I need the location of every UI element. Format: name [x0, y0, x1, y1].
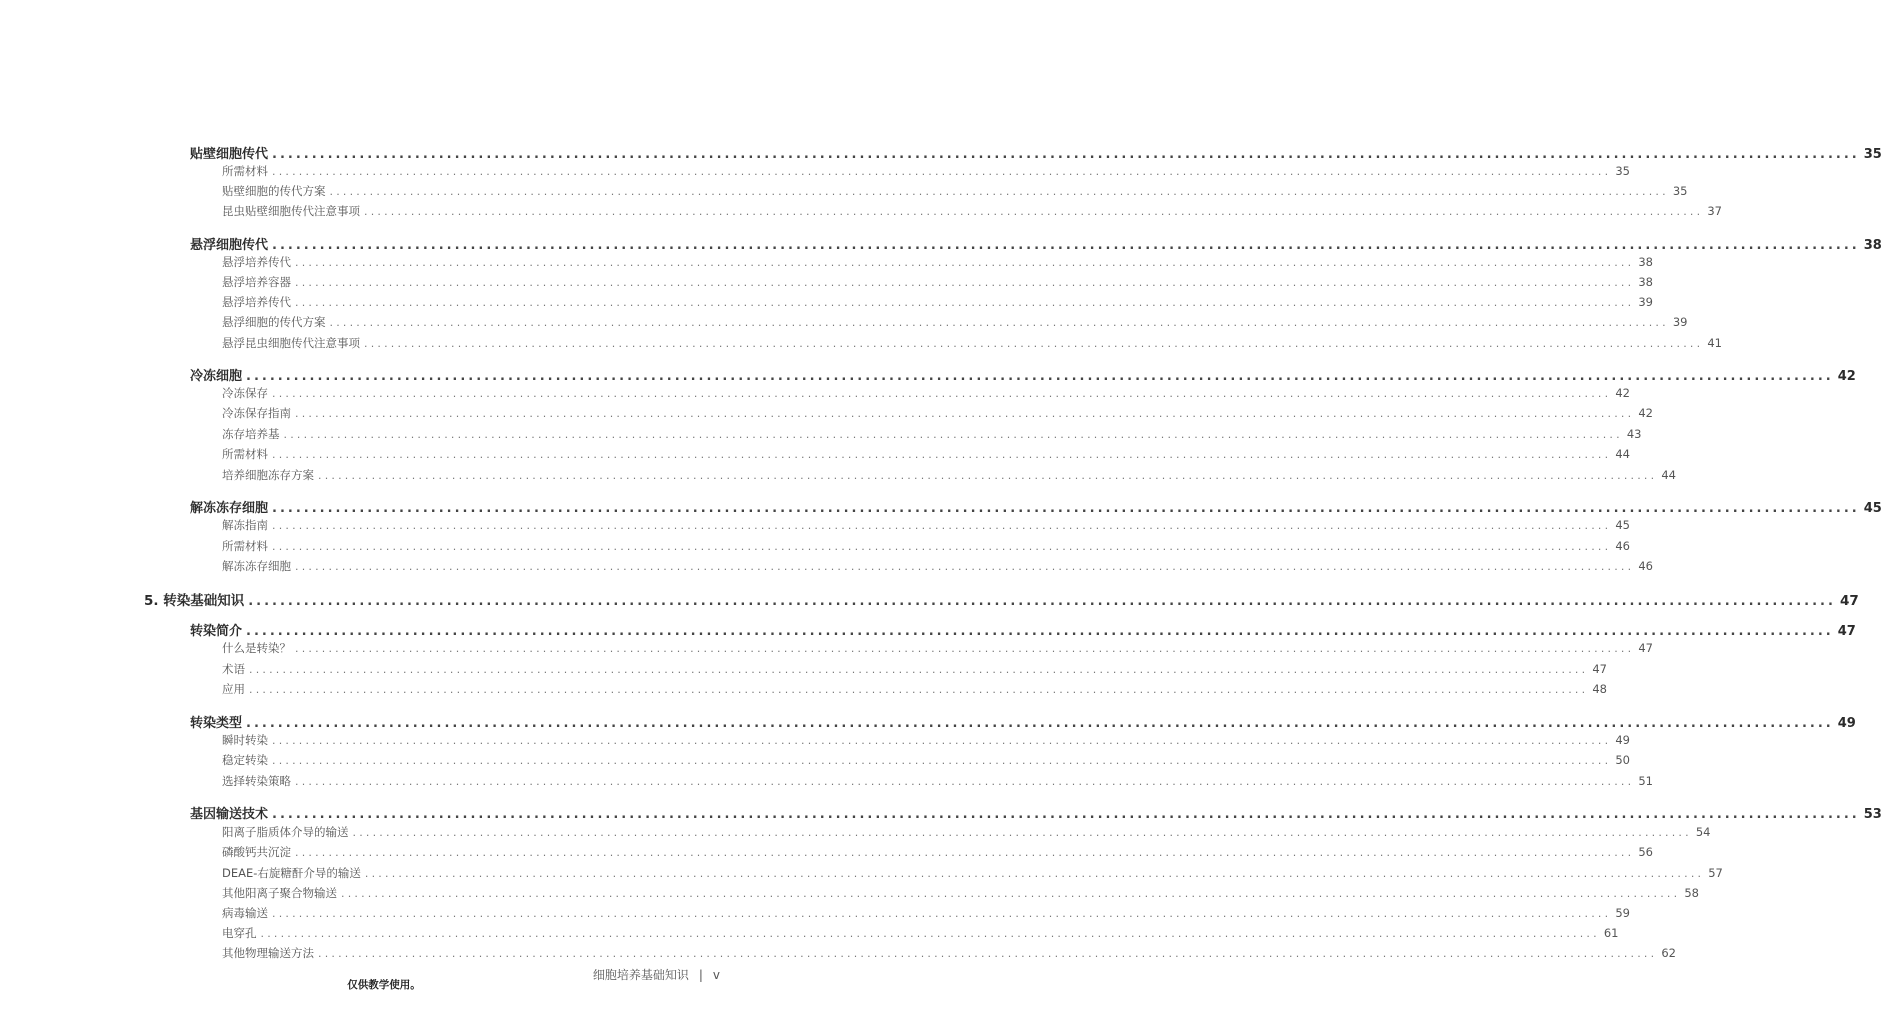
toc-subsection-title: 昆虫贴壁细胞传代注意事项 — [222, 204, 360, 218]
toc-page-number: 57 — [1708, 866, 1723, 880]
toc-subsection-title: 解冻指南 — [222, 518, 268, 532]
toc-subsection-entry[interactable] — [222, 885, 1699, 901]
toc-leader-dots: ........................................................................................................................................................................................................ — [272, 501, 1860, 516]
toc-leader-dots: ........................................................................................................................................................................................................ — [295, 642, 1635, 655]
toc-page-number: 47 — [1592, 662, 1607, 676]
toc-page-number: 53 — [1863, 807, 1882, 822]
toc-page-number: 38 — [1863, 238, 1882, 253]
toc-subsection-entry[interactable] — [222, 254, 1653, 270]
toc-page-number: 42 — [1837, 369, 1856, 384]
toc-page-number: 46 — [1638, 559, 1653, 573]
toc-section-entry[interactable] — [190, 234, 1882, 253]
toc-chapter-title: 5. 转染基础知识 — [144, 593, 245, 609]
toc-leader-dots: ........................................................................................................................................................................................................ — [272, 754, 1612, 767]
toc-leader-dots: ........................................................................................................................................................................................................ — [283, 428, 1623, 441]
toc-subsection-title: 电穿孔 — [222, 926, 257, 940]
toc-section-title: 冷冻细胞 — [190, 369, 243, 384]
toc-subsection-title: 解冻冻存细胞 — [222, 559, 291, 573]
toc-leader-dots: ........................................................................................................................................................................................................ — [329, 316, 1669, 329]
toc-leader-dots: ........................................................................................................................................................................................................ — [260, 927, 1600, 940]
toc-subsection-title: 术语 — [222, 662, 245, 676]
toc-subsection-entry[interactable] — [222, 661, 1607, 677]
toc-section-entry[interactable] — [190, 803, 1882, 822]
toc-page-number: 43 — [1626, 427, 1642, 441]
toc-subsection-title: 悬浮昆虫细胞传代注意事项 — [222, 336, 360, 350]
toc-leader-dots: ........................................................................................................................................................................................................ — [318, 947, 1658, 960]
toc-leader-dots: ........................................................................................................................................................................................................ — [329, 185, 1669, 198]
toc-page-number: 59 — [1615, 906, 1630, 920]
toc-subsection-title: 病毒输送 — [222, 906, 268, 920]
toc-page-number: 48 — [1592, 682, 1607, 696]
toc-page-number: 54 — [1695, 825, 1711, 839]
toc-page-number: 39 — [1672, 315, 1688, 329]
toc-subsection-entry[interactable] — [222, 426, 1642, 442]
toc-subsection-entry[interactable] — [222, 517, 1630, 533]
toc-leader-dots: ........................................................................................................................................................................................................ — [295, 296, 1635, 309]
toc-subsection-entry[interactable] — [222, 467, 1676, 483]
toc-subsection-entry[interactable] — [222, 385, 1630, 401]
toc-subsection-title: 所需材料 — [222, 447, 268, 461]
toc-subsection-entry[interactable] — [222, 274, 1653, 290]
toc-subsection-title: 冻存培养基 — [222, 427, 280, 441]
toc-page-number: 49 — [1615, 733, 1630, 747]
toc-leader-dots: ........................................................................................................................................................................................................ — [272, 387, 1612, 400]
toc-page-number: 44 — [1615, 447, 1630, 461]
toc-page-number: 44 — [1661, 468, 1676, 482]
toc-leader-dots: ........................................................................................................................................................................................................ — [364, 205, 1704, 218]
toc-subsection-entry[interactable] — [222, 203, 1722, 219]
toc-leader-dots: ........................................................................................................................................................................................................ — [272, 734, 1612, 747]
toc-leader-dots: ........................................................................................................................................................................................................ — [272, 448, 1612, 461]
toc-section-entry[interactable] — [190, 497, 1882, 516]
toc-page-number: 61 — [1603, 926, 1619, 940]
toc-subsection-entry[interactable] — [222, 405, 1653, 421]
toc-page-number: 51 — [1638, 774, 1653, 788]
toc-leader-dots: ........................................................................................................................................................................................................ — [364, 867, 1705, 880]
toc-section-title: 转染类型 — [190, 716, 243, 731]
toc-subsection-entry[interactable] — [222, 905, 1630, 921]
toc-leader-dots: ........................................................................................................................................................................................................ — [246, 716, 1834, 731]
toc-page-number: 42 — [1615, 386, 1630, 400]
toc-page-number: 42 — [1638, 406, 1653, 420]
toc-subsection-entry[interactable] — [222, 681, 1607, 697]
footer-page-number: v — [712, 968, 720, 982]
toc-leader-dots: ........................................................................................................................................................................................................ — [318, 469, 1658, 482]
toc-subsection-entry[interactable] — [222, 824, 1711, 840]
toc-subsection-title: DEAE-右旋糖酐介导的输送 — [222, 866, 361, 880]
toc-leader-dots: ........................................................................................................................................................................................................ — [249, 683, 1589, 696]
toc-page-number: 45 — [1615, 518, 1630, 532]
toc-leader-dots: ........................................................................................................................................................................................................ — [352, 826, 1692, 839]
toc-subsection-entry[interactable] — [222, 335, 1722, 351]
toc-page-number: 50 — [1615, 753, 1630, 767]
toc-page-number: 46 — [1615, 539, 1630, 553]
toc-subsection-title: 阳离子脂质体介导的输送 — [222, 825, 349, 839]
toc-leader-dots: ........................................................................................................................................................................................................ — [272, 519, 1612, 532]
toc-leader-dots: ........................................................................................................................................................................................................ — [249, 663, 1589, 676]
toc-subsection-title: 所需材料 — [222, 164, 268, 178]
footer-book-title: 细胞培养基础知识 — [592, 968, 689, 982]
toc-subsection-entry[interactable] — [222, 752, 1630, 768]
toc-leader-dots: ........................................................................................................................................................................................................ — [272, 807, 1860, 822]
toc-subsection-title: 冷冻保存 — [222, 386, 268, 400]
toc-leader-dots: ........................................................................................................................................................................................................ — [272, 540, 1612, 553]
toc-subsection-title: 所需材料 — [222, 539, 268, 553]
toc-leader-dots: ........................................................................................................................................................................................................ — [246, 624, 1834, 639]
toc-subsection-entry[interactable] — [222, 640, 1653, 656]
toc-subsection-title: 悬浮培养容器 — [222, 275, 291, 289]
toc-leader-dots: ........................................................................................................................................................................................................ — [364, 337, 1704, 350]
toc-leader-dots: ........................................................................................................................................................................................................ — [295, 407, 1635, 420]
toc-page-number: 47 — [1638, 641, 1653, 655]
toc-section-title: 转染简介 — [190, 624, 243, 639]
toc-subsection-entry[interactable] — [222, 183, 1688, 199]
toc-page-number: 35 — [1615, 164, 1630, 178]
toc-subsection-entry[interactable] — [222, 865, 1723, 881]
toc-leader-dots: ........................................................................................................................................................................................................ — [248, 594, 1836, 609]
toc-subsection-title: 悬浮细胞的传代方案 — [222, 315, 326, 329]
toc-leader-dots: ........................................................................................................................................................................................................ — [295, 276, 1635, 289]
toc-leader-dots: ........................................................................................................................................................................................................ — [295, 775, 1635, 788]
toc-page-number: 41 — [1707, 336, 1722, 350]
toc-subsection-entry[interactable] — [222, 773, 1653, 789]
toc-section-title: 基因输送技术 — [190, 807, 269, 822]
toc-leader-dots: ........................................................................................................................................................................................................ — [295, 846, 1635, 859]
toc-leader-dots: ........................................................................................................................................................................................................ — [272, 907, 1612, 920]
toc-subsection-entry[interactable] — [222, 945, 1676, 961]
toc-leader-dots: ........................................................................................................................................................................................................ — [295, 256, 1635, 269]
toc-section-entry[interactable] — [190, 712, 1856, 731]
toc-page-number: 35 — [1863, 147, 1882, 162]
toc-subsection-title: 冷冻保存指南 — [222, 406, 291, 420]
toc-subsection-title: 瞬时转染 — [222, 733, 268, 747]
toc-subsection-title: 选择转染策略 — [222, 774, 291, 788]
toc-page-number: 35 — [1672, 184, 1688, 198]
toc-subsection-title: 培养细胞冻存方案 — [222, 468, 314, 482]
footer-separator: | — [698, 968, 703, 982]
toc-leader-dots: ........................................................................................................................................................................................................ — [341, 887, 1681, 900]
toc-page-number: 45 — [1863, 501, 1882, 516]
toc-section-entry[interactable] — [190, 620, 1856, 639]
toc-subsection-entry[interactable] — [222, 925, 1619, 941]
toc-leader-dots: ........................................................................................................................................................................................................ — [295, 560, 1635, 573]
toc-leader-dots: ........................................................................................................................................................................................................ — [272, 238, 1860, 253]
toc-subsection-title: 悬浮培养传代 — [222, 255, 291, 269]
toc-page-number: 39 — [1638, 295, 1653, 309]
toc-section-title: 解冻冻存细胞 — [190, 501, 269, 516]
toc-page-number: 56 — [1638, 845, 1653, 859]
toc-subsection-title: 应用 — [222, 682, 245, 696]
toc-leader-dots: ........................................................................................................................................................................................................ — [246, 369, 1834, 384]
toc-page-number: 38 — [1638, 255, 1653, 269]
toc-subsection-title: 贴壁细胞的传代方案 — [222, 184, 326, 198]
toc-subsection-title: 其他阳离子聚合物输送 — [222, 886, 337, 900]
toc-subsection-entry[interactable] — [222, 844, 1653, 860]
toc-subsection-entry[interactable] — [222, 294, 1653, 310]
toc-leader-dots: ........................................................................................................................................................................................................ — [272, 165, 1612, 178]
toc-chapter-entry[interactable] — [144, 589, 1859, 609]
toc-subsection-entry[interactable] — [222, 446, 1630, 462]
toc-subsection-title: 什么是转染？ — [222, 641, 291, 655]
toc-subsection-title: 稳定转染 — [222, 753, 268, 767]
toc-leader-dots: ........................................................................................................................................................................................................ — [272, 147, 1860, 162]
toc-page-number: 58 — [1684, 886, 1699, 900]
toc-subsection-title: 其他物理输送方法 — [222, 946, 314, 960]
toc-section-entry[interactable] — [190, 365, 1856, 384]
toc-page-number: 49 — [1837, 716, 1856, 731]
usage-notice: 仅供教学使用。 — [347, 979, 421, 991]
toc-page-number: 37 — [1707, 204, 1722, 218]
toc-section-title: 悬浮细胞传代 — [190, 238, 269, 253]
toc-subsection-entry[interactable] — [222, 163, 1630, 179]
toc-subsection-title: 磷酸钙共沉淀 — [222, 845, 291, 859]
toc-subsection-title: 悬浮培养传代 — [222, 295, 291, 309]
toc-section-entry[interactable] — [190, 143, 1882, 162]
toc-page-number: 47 — [1839, 593, 1859, 609]
toc-section-title: 贴壁细胞传代 — [190, 147, 269, 162]
toc-page-number: 38 — [1638, 275, 1653, 289]
toc-subsection-entry[interactable] — [222, 558, 1653, 574]
toc-subsection-entry[interactable] — [222, 732, 1630, 748]
toc-subsection-entry[interactable] — [222, 538, 1630, 554]
toc-subsection-entry[interactable] — [222, 314, 1688, 330]
toc-page-number: 47 — [1837, 624, 1856, 639]
toc-page-number: 62 — [1661, 946, 1676, 960]
